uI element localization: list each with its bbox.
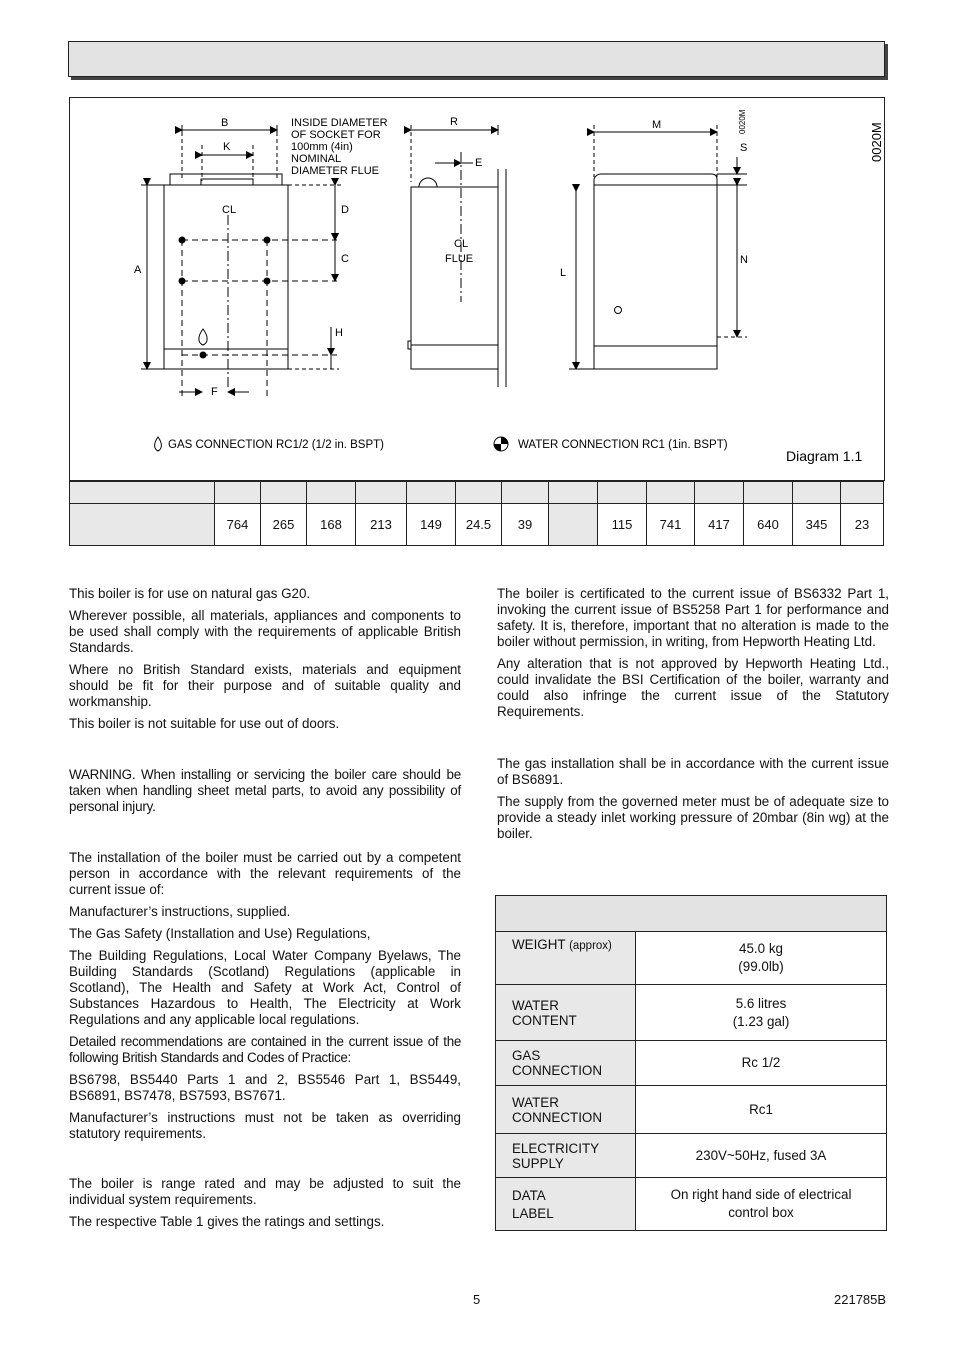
- paragraph: The boiler is range rated and may be adjusted to suit the individual system requirements.: [69, 1176, 461, 1207]
- spec-value: 230V~50Hz, fused 3A: [695, 1147, 827, 1163]
- code-main: 0020M: [869, 122, 884, 162]
- section-header-bar: [68, 41, 885, 77]
- header-cell: [841, 482, 884, 504]
- value-cell: 741: [647, 504, 695, 546]
- value-cell: 23: [841, 504, 884, 546]
- paragraph: Where no British Standard exists, materials and equipment should be fit for their purpose and of suitable quality and workmanship.: [69, 662, 461, 709]
- spec-label: WATER: [512, 997, 559, 1013]
- label-d: D: [341, 204, 349, 216]
- paragraph: This boiler is not suitable for use out of doors.: [69, 716, 340, 731]
- label-n: N: [740, 254, 748, 266]
- spec-value: 5.6 litres: [735, 995, 787, 1011]
- row-label-cell: [70, 504, 215, 546]
- diagram-caption: Diagram 1.1: [786, 448, 863, 464]
- spec-label: CONNECTION: [512, 1109, 603, 1125]
- value-cell: 39: [502, 504, 549, 546]
- header-cell: [598, 482, 647, 504]
- socket-note-3: 100mm (4in): [291, 141, 353, 153]
- paragraph: Manufacturer’s instructions, supplied.: [69, 904, 291, 919]
- spec-value: control box: [728, 1205, 794, 1220]
- label-h: H: [335, 327, 343, 339]
- spec-label-note: (approx): [569, 940, 612, 952]
- spec-row-water-connection: [496, 1086, 887, 1134]
- spec-label: WATER: [512, 1094, 559, 1110]
- paragraph: The Gas Safety (Installation and Use) Regulations,: [69, 926, 371, 941]
- header-cell: [793, 482, 841, 504]
- header-cell: [744, 482, 793, 504]
- water-connection-icon: [494, 437, 508, 451]
- gas-flame-icon: [199, 329, 207, 345]
- specification-table: [495, 895, 887, 1231]
- value-cell: 149: [407, 504, 456, 546]
- spec-label: WEIGHT: [512, 937, 566, 952]
- gas-connection-icon: [155, 437, 162, 451]
- spec-label: LABEL: [512, 1205, 554, 1221]
- spec-label: DATA: [512, 1187, 546, 1203]
- gas-connection-label: GAS CONNECTION RC1/2 (1/2 in. BSPT): [168, 439, 384, 451]
- paragraph: The installation of the boiler must be carried out by a competent person in accordance with the relevant requirements of the current issue of:: [69, 850, 461, 897]
- spec-label: CONNECTION: [512, 1063, 603, 1078]
- document-code: 221785B: [834, 1292, 887, 1307]
- spec-value: (99.0lb): [738, 959, 784, 974]
- spec-value: Rc 1/2: [741, 1055, 781, 1070]
- header-cell: [307, 482, 356, 504]
- spec-row-data-label: [496, 1178, 887, 1231]
- header-cell: [549, 482, 598, 504]
- value-cell: 345: [793, 504, 841, 546]
- boiler-dimension-diagram: [69, 97, 885, 481]
- spec-label: GAS: [512, 1048, 541, 1063]
- paragraph: Wherever possible, all materials, appliances and components to be used shall comply with the requirements of applicable British Standards.: [69, 608, 461, 655]
- label-cl-side: CL: [454, 238, 469, 250]
- paragraph: BS6798, BS5440 Parts 1 and 2, BS5546 Part 1, BS5449, BS6891, BS7478, BS7593, BS7671.: [69, 1072, 461, 1103]
- socket-note-5: DIAMETER FLUE: [291, 165, 380, 177]
- side-view-body: [411, 187, 498, 369]
- paragraph: The Building Regulations, Local Water Company Byelaws, The Building Standards (Scotland) Regulations (applicable in Scotland), The Health and Safety at Work Act, Control of Substances Hazardous to Health, The Electricity at Work Regulations and any applicable local regulations.: [69, 948, 461, 1027]
- label-c: C: [341, 253, 349, 265]
- value-cell: [549, 504, 598, 546]
- label-a: A: [134, 264, 142, 276]
- spec-label: CONTENT: [512, 1012, 577, 1028]
- spec-value: 45.0 kg: [739, 941, 783, 956]
- header-cell: [407, 482, 456, 504]
- label-k: K: [223, 141, 231, 153]
- socket-note-2: OF SOCKET FOR: [291, 129, 381, 141]
- spec-row-gas-connection: [496, 1041, 887, 1086]
- water-connection-label: WATER CONNECTION RC1 (1in. BSPT): [518, 439, 728, 451]
- diagram-box: [69, 97, 885, 481]
- label-s: S: [740, 142, 748, 154]
- spec-value: (1.23 gal): [732, 1013, 790, 1029]
- label-e: E: [475, 157, 483, 169]
- label-flue: FLUE: [445, 253, 474, 265]
- paragraph: This boiler is for use on natural gas G20.: [69, 586, 311, 601]
- label-m: M: [652, 119, 662, 131]
- spec-value: Rc1: [749, 1101, 773, 1117]
- warning-paragraph: WARNING. When installing or servicing the boiler care should be taken when handling sheet metal parts, to avoid any possibility of personal injury.: [69, 767, 461, 814]
- label-b: B: [221, 117, 229, 129]
- value-cell: 265: [261, 504, 307, 546]
- header-cell: [502, 482, 549, 504]
- spec-value: On right hand side of electrical: [670, 1187, 852, 1202]
- side-right-view-body: [594, 185, 717, 369]
- value-cell: 640: [744, 504, 793, 546]
- value-cell: 168: [307, 504, 356, 546]
- header-cell: [215, 482, 261, 504]
- header-cell: [261, 482, 307, 504]
- paragraph: Detailed recommendations are contained in the current issue of the following British Standards and Codes of Practice:: [69, 1034, 461, 1065]
- spec-label: SUPPLY: [512, 1155, 564, 1171]
- label-l: L: [560, 267, 567, 279]
- paragraph: The boiler is certificated to the current issue of BS6332 Part 1, invoking the current issue of BS5258 Part 1 for performance and safety. It is, therefore, important that no alteration is made to the boiler without permission, in writing, from Hepworth Heating Ltd.: [497, 586, 889, 649]
- spec-row-weight: [496, 932, 887, 985]
- header-cell: [70, 482, 215, 504]
- code-small: 0020M: [738, 109, 747, 134]
- value-cell: 213: [356, 504, 407, 546]
- paragraph: Manufacturer’s instructions must not be taken as overriding statutory requirements.: [69, 1110, 461, 1141]
- value-cell: 417: [695, 504, 744, 546]
- spec-label: ELECTRICITY: [512, 1140, 600, 1156]
- spec-row-water-content: [496, 985, 887, 1041]
- spec-title-row: [496, 896, 887, 932]
- header-cell: [695, 482, 744, 504]
- paragraph: Any alteration that is not approved by Hepworth Heating Ltd., could invalidate the BSI Certification of the boiler, warranty and could also infringe the current issue of the Statutory Requirements.: [497, 656, 889, 719]
- value-cell: 115: [598, 504, 647, 546]
- paragraph: The supply from the governed meter must be of adequate size to provide a steady inlet working pressure of 20mbar (8in wg) at the boiler.: [497, 794, 889, 841]
- page-number: 5: [473, 1292, 481, 1307]
- header-cell: [456, 482, 502, 504]
- dimensions-values-row: [70, 504, 884, 546]
- header-cell: [647, 482, 695, 504]
- right-text-column: [497, 586, 889, 848]
- dimensions-header-row: [70, 482, 884, 504]
- paragraph: The gas installation shall be in accordance with the current issue of BS6891.: [497, 756, 889, 787]
- paragraph: The respective Table 1 gives the ratings and settings.: [69, 1214, 385, 1229]
- spec-row-electricity: [496, 1134, 887, 1178]
- label-f: F: [211, 386, 218, 398]
- label-r: R: [450, 116, 458, 128]
- left-text-column: [69, 586, 461, 1236]
- header-cell: [356, 482, 407, 504]
- socket-note-1: INSIDE DIAMETER: [291, 117, 388, 129]
- socket-note-4: NOMINAL: [291, 153, 342, 165]
- dimensions-table: [69, 481, 884, 546]
- label-cl-front: CL: [222, 204, 237, 216]
- value-cell: 24.5: [456, 504, 502, 546]
- value-cell: 764: [215, 504, 261, 546]
